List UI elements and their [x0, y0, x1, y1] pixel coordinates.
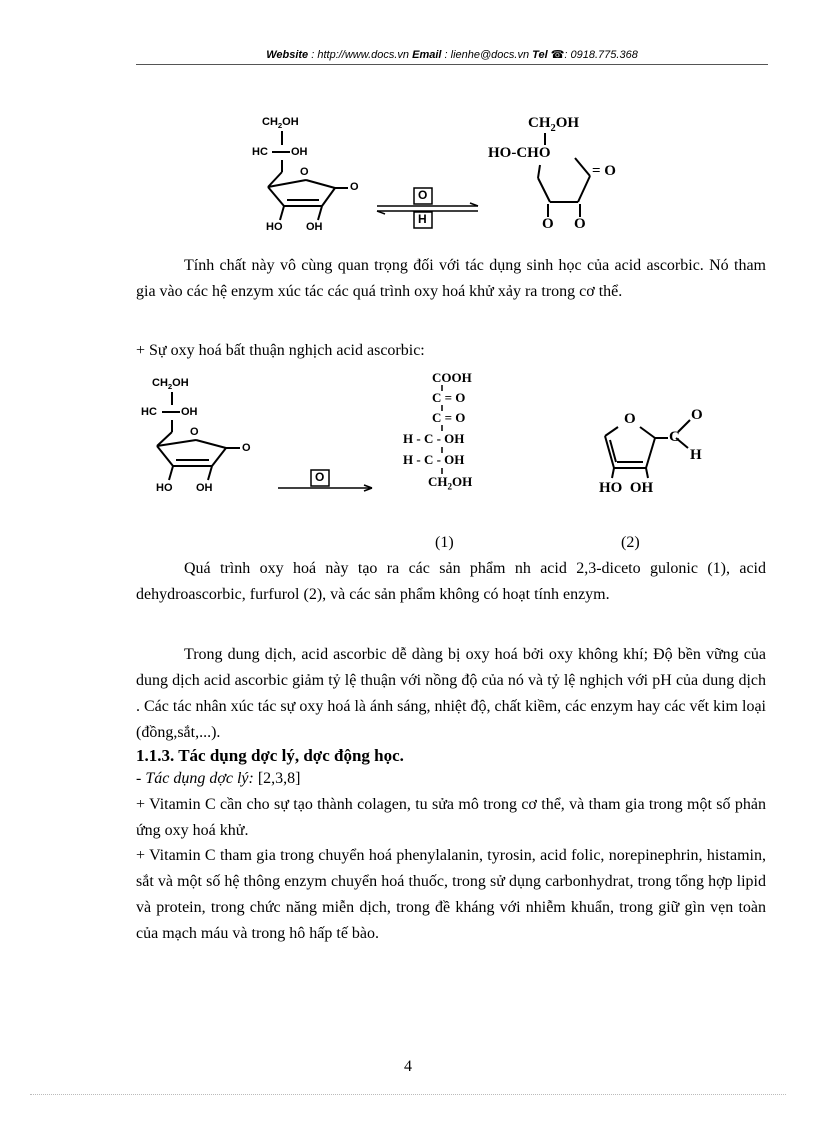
- p2-ald-o: O: [691, 407, 703, 423]
- r1-left-ch2oh: $CH_2OH$: [262, 116, 299, 131]
- r1-oxidant-label: O: [418, 188, 428, 202]
- r2-left-ch2oh: $CH_2OH$: [152, 377, 189, 392]
- r2-left-ring-o: O: [190, 426, 199, 438]
- r1-right-o2: O: [574, 216, 586, 232]
- tel-label: Tel: [532, 49, 548, 61]
- r1-left-carbonyl-o: O: [350, 181, 359, 193]
- p1-c4: H - C - OH: [403, 452, 465, 467]
- paragraph-6: + Vitamin C tham gia trong chuyển hoá phenylalanin, tyrosin, acid folic, norepinephrin, histamin, sắt và một số hệ thông enzym chuyển hoá thuốc, trong sử dụng carbonhydrat, trong tổng hợp lipid và protein, trong chức năng miễn dịch, trong đề kháng với nhiễm khuẩn, trong giữ gìn vẹn toàn của mạch máu và trong hô hấp tế bào.: [136, 847, 766, 942]
- p2-ring-o: O: [624, 411, 636, 427]
- website-label: Website: [266, 49, 309, 61]
- website-value[interactable]: : http://www.docs.vn: [308, 49, 413, 61]
- p2-h: H: [690, 447, 702, 463]
- p1-cooh: COOH: [432, 370, 472, 385]
- paragraph-3: Quá trình oxy hoá này tạo ra các sản phẩm nh acid 2,3-diceto gulonic (1), acid dehydroascorbic, furfurol (2), và các sản phẩm không có hoạt tính enzym.: [136, 560, 766, 603]
- section-heading: 1.1.3. Tác dụng dợc lý, dợc động học.: [136, 746, 404, 765]
- r2-left-carbonyl-o: O: [242, 442, 251, 454]
- r1-left-ho: HO: [266, 221, 283, 233]
- p2-ho-oh: HO OH: [599, 480, 654, 496]
- p1-c3: H - C - OH: [403, 431, 465, 446]
- r1-reductant-label: H: [418, 212, 427, 226]
- r2-left-ho: HO: [156, 482, 173, 494]
- p2-c: C: [669, 429, 680, 445]
- subheading-refs: [2,3,8]: [253, 770, 301, 787]
- p1-ch2oh: $CH_2OH$: [428, 474, 473, 492]
- r2-oxidant-label: O: [315, 470, 325, 484]
- r1-right-eq-o: = O: [592, 163, 616, 179]
- r1-right-ch2oh: $CH_2OH$: [528, 115, 580, 134]
- page-number: 4: [404, 1058, 412, 1075]
- r1-left-oh: OH: [291, 146, 308, 158]
- p1-c1: C = O: [432, 390, 466, 405]
- r2-left-oh2: OH: [196, 482, 213, 494]
- email-label: Email: [412, 49, 442, 61]
- p1-c2: C = O: [432, 410, 466, 425]
- r1-left-ring-o: O: [300, 166, 309, 178]
- phone-icon: ☎: [550, 49, 565, 61]
- r1-right-o1: O: [542, 216, 554, 232]
- paragraph-2: + Sự oxy hoá bất thuận nghịch acid ascorbic:: [136, 342, 425, 359]
- r1-right-ho-cho: HO-CHO: [488, 145, 551, 161]
- paragraph-5: + Vitamin C cần cho sự tạo thành colagen, tu sửa mô trong cơ thể, và tham gia trong một số phản ứng oxy hoá khử.: [136, 796, 766, 839]
- r2-left-oh: OH: [181, 406, 198, 418]
- paragraph-4: Trong dung dịch, acid ascorbic dễ dàng bị oxy hoá bởi oxy không khí; Độ bền vững của dung dịch acid ascorbic giảm tỷ lệ thuận với nồng độ của nó và tỷ lệ nghịch với pH của dung dịch . Các tác nhân xúc tác sự oxy hoá là ánh sáng, nhiệt độ, chất kiềm, các enzym hay các vết kim loại (đồng,sắt,...).: [136, 646, 766, 741]
- r1-left-hc: HC: [252, 146, 268, 158]
- product-2-label: (2): [621, 534, 640, 551]
- subheading-italic: - Tác dụng dợc lý:: [136, 770, 254, 787]
- tel-value: : 0918.775.368: [564, 49, 638, 61]
- r2-left-hc: HC: [141, 406, 157, 418]
- footer-dotted-line: [30, 1094, 786, 1095]
- subheading-line: [136, 766, 766, 792]
- r1-left-oh2: OH: [306, 221, 323, 233]
- product-1-label: (1): [435, 534, 454, 551]
- paragraph-1: Tính chất này vô cùng quan trọng đối với tác dụng sinh học của acid ascorbic. Nó tham gia vào các hệ enzym xúc tác các quá trình oxy hoá khử xảy ra trong cơ thể.: [136, 257, 766, 300]
- email-value[interactable]: : lienhe@docs.vn: [441, 49, 533, 61]
